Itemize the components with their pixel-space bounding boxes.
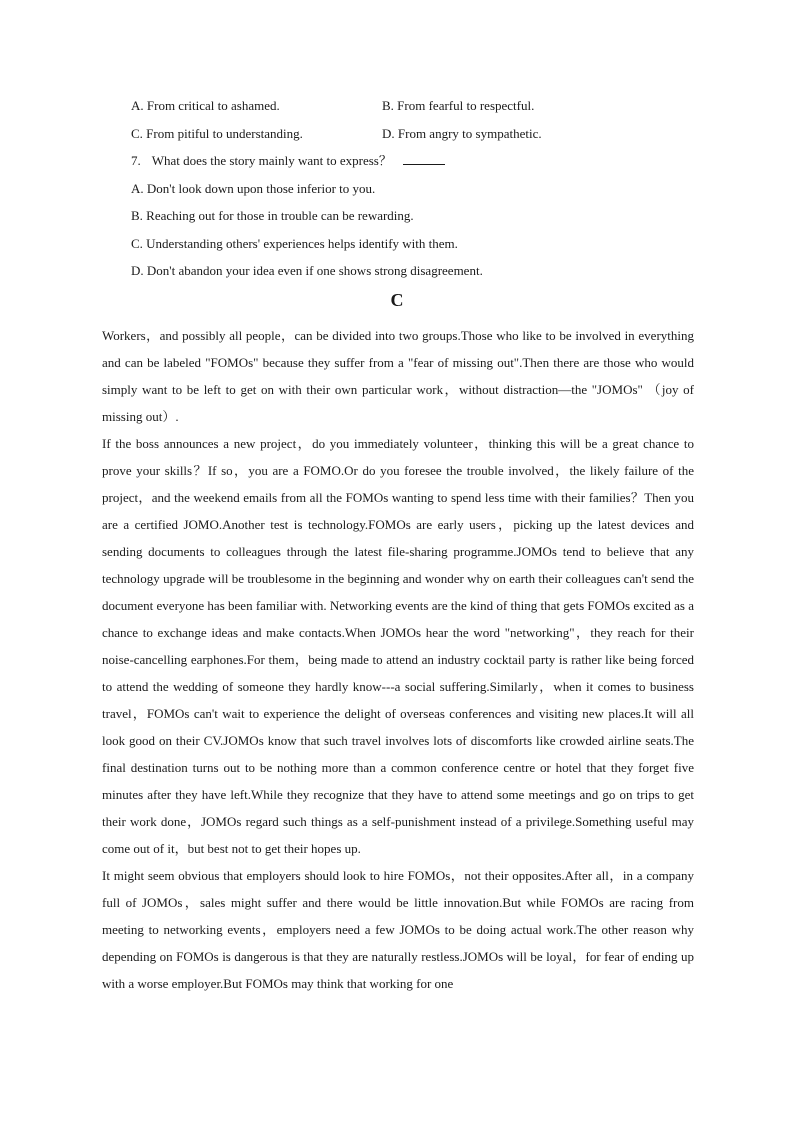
q7-option-c: C. Understanding others' experiences helps identify with them. (131, 235, 458, 251)
passage-paragraph-1: Workers，and possibly all people，can be divided into two groups.Those who like to be involved in everything and can be labeled "FOMOs" because they suffer from a "fear of missing out".Then there are those who would simply want to be left to get on with their own particular work，without distraction—the "JOMOs" （joy of missing out）. (102, 328, 694, 424)
q6-option-c: C. From pitiful to understanding. (131, 125, 303, 141)
option-row (131, 124, 731, 152)
reading-passage (102, 322, 694, 997)
passage-paragraph-3: It might seem obvious that employers should look to hire FOMOs，not their opposites.After all，in a company full of JOMOs，sales might suffer and there would be little innovation.But while FOMOs are racing from meeting to networking events，employers need a few JOMOs to be doing actual work.The other reason why depending on FOMOs is dangerous is that they are naturally restless.JOMOs will be loyal，for fear of ending up with a worse employer.But FOMOs may think that working for one (102, 868, 694, 991)
question-block (131, 96, 731, 289)
q7-option-d: D. Don't abandon your idea even if one shows strong disagreement. (131, 263, 483, 278)
q7-option-a: A. Don't look down upon those inferior to you. (131, 180, 376, 196)
q6-option-d: D. From angry to sympathetic. (382, 125, 542, 141)
option-row (131, 96, 731, 124)
section-title: C (390, 290, 404, 310)
question-7 (131, 151, 731, 179)
q7-option-b: B. Reaching out for those in trouble can be rewarding. (131, 208, 414, 223)
question-number: 7. (131, 153, 141, 168)
question-text: What does the story mainly want to express？ (151, 153, 392, 168)
q6-option-b: B. From fearful to respectful. (382, 98, 535, 113)
passage-paragraph-2: If the boss announces a new project，do you immediately volunteer，thinking this will be a great chance to prove your skills？If so，you are a FOMO.Or do you foresee the trouble involved，the likely failure of the project，and the weekend emails from all the FOMOs wanting to spend less time with their families？Then you are a certified JOMO.Another test is technology.FOMOs are early users，picking up the latest devices and sending documents to colleagues through the latest file-sharing programme.JOMOs tend to believe that any technology upgrade will be troublesome in the beginning and wonder why on earth their colleagues can't send the document everyone has been familiar with. Networking events are the kind of thing that gets FOMOs excited as a chance to exchange ideas and make contacts.When JOMOs hear the word "networking"，they reach for their noise-cancelling earphones.For them，being made to attend an industry cocktail party is rather like being forced to attend the wedding of someone they hardly know---a social suffering.Similarly，when it comes to business travel，FOMOs can't wait to experience the delight of overseas conferences and visiting new places.It will all look good on their CV.JOMOs know that such travel involves lots of discomforts like crowded airline seats.The final destination turns out to be nothing more than a common conference centre or hotel that they forget five minutes after they have left.While they recognize that they have to attend some meetings and go on trips to get their work done，JOMOs regard such things as a self-punishment instead of a privilege.Something useful may come out of it，but best not to get their hopes up. (102, 436, 694, 856)
q6-option-a: A. From critical to ashamed. (131, 98, 280, 113)
answer-blank (403, 152, 445, 165)
